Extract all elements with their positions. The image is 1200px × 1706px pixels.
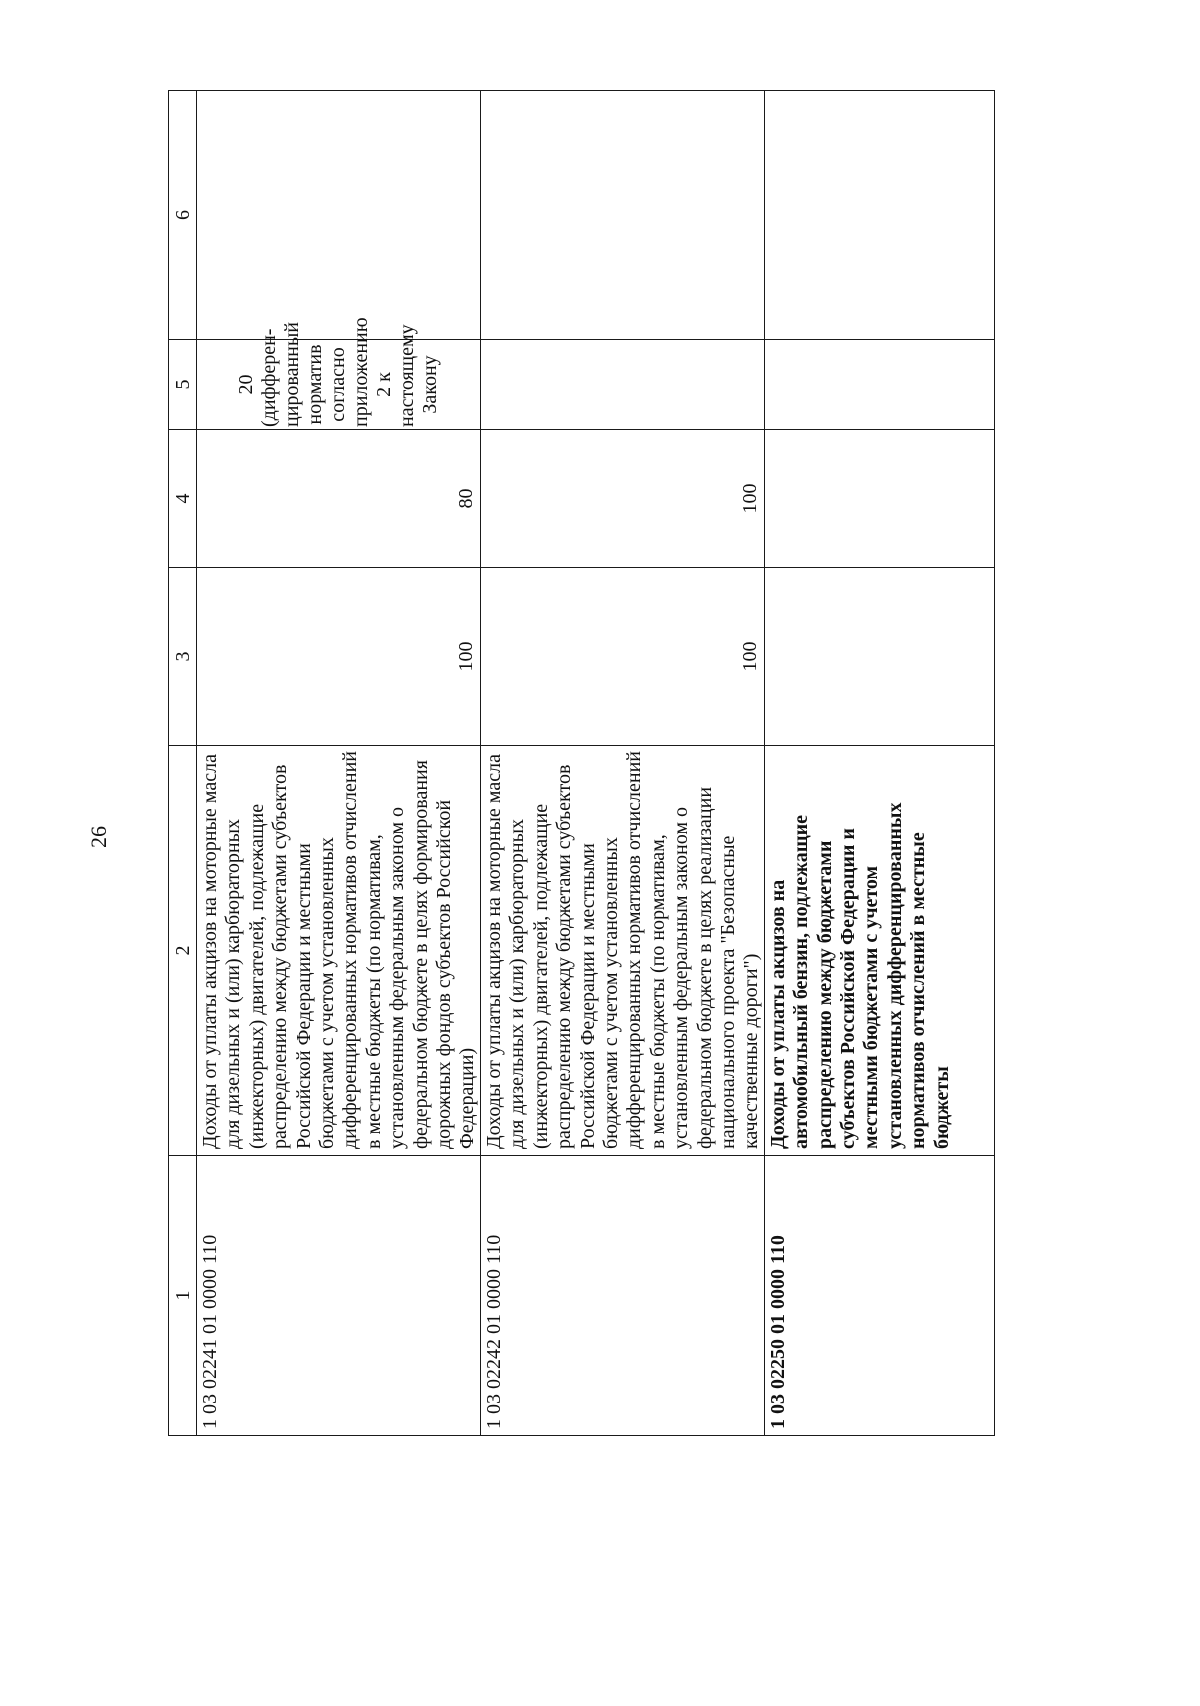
revenue-distribution-table [168, 90, 995, 1436]
column-number-row [169, 91, 197, 1436]
column-header-5: 5 [169, 340, 197, 430]
table-row [197, 91, 481, 1436]
column-5-value-cell [764, 340, 994, 430]
column-3-value-cell: 100 [480, 568, 764, 746]
table-row [764, 91, 994, 1436]
column-header-6: 6 [169, 91, 197, 340]
column-3-value-cell [764, 568, 994, 746]
column-4-value-cell [764, 430, 994, 568]
column-header-4: 4 [169, 430, 197, 568]
column-6-value-cell [197, 91, 481, 340]
column-6-value-cell [764, 91, 994, 340]
table-row [480, 91, 764, 1436]
column-3-value-cell: 100 [197, 568, 481, 746]
budget-code-cell: 1 03 02242 01 0000 110 [480, 1156, 764, 1436]
description-cell: Доходы от уплаты акцизов на моторные масла для дизельных и (или) карбюраторных (инжекторных) двигателей, подлежащие распределению между бюджетами субъектов Российской Федерации и местными бюджетами с учетом установленных дифференцированных нормативов отчислений в местные бюджеты (по нормативам, установленным федеральным законом о федеральном бюджете в целях реализации национального проекта "Безопасные качественные дороги") [480, 746, 764, 1156]
description-cell: Доходы от уплаты акцизов на автомобильный бензин, подлежащие распределению между бюджетами субъектов Российской Федерации и местными бюджетами с учетом установленных дифференцированных нормативов отчислений в местные бюджеты [764, 746, 994, 1156]
column-5-value-cell [480, 340, 764, 430]
column-header-2: 2 [169, 746, 197, 1156]
column-6-value-cell [480, 91, 764, 340]
column-4-value-cell: 80 [197, 430, 481, 568]
budget-code-cell: 1 03 02241 01 0000 110 [197, 1156, 481, 1436]
column-5-value-cell: 20 (дифферен-цированный норматив согласно приложению 2 к настоящему Закону [197, 340, 481, 430]
description-cell: Доходы от уплаты акцизов на моторные масла для дизельных и (или) карбюраторных (инжекторных) двигателей, подлежащие распределению между бюджетами субъектов Российской Федерации и местными бюджетами с учетом установленных дифференцированных нормативов отчислений в местные бюджеты (по нормативам, установленным федеральным законом о федеральном бюджете в целях формирования дорожных фондов субъектов Российской Федерации) [197, 746, 481, 1156]
column-4-value-cell: 100 [480, 430, 764, 568]
column-header-3: 3 [169, 568, 197, 746]
budget-code-cell: 1 03 02250 01 0000 110 [764, 1156, 994, 1436]
column-header-1: 1 [169, 1156, 197, 1436]
rotated-table-container [168, 91, 981, 1436]
page-number: 26 [86, 826, 111, 848]
